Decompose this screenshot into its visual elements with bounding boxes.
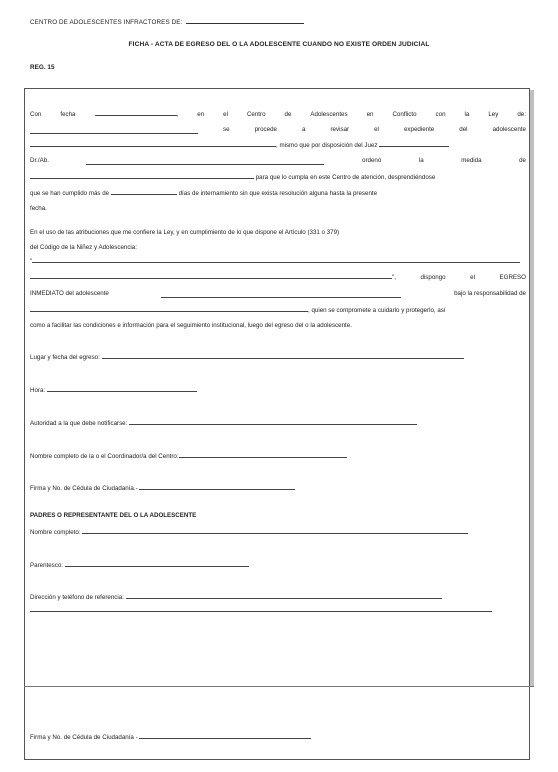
center-name-blank[interactable] bbox=[30, 127, 198, 134]
quote: ", bbox=[392, 274, 396, 281]
field-autoridad bbox=[30, 418, 526, 427]
word: revisar bbox=[330, 126, 350, 133]
reg-number: REG. 15 bbox=[30, 64, 55, 71]
released-adolescent-blank[interactable] bbox=[161, 291, 401, 298]
word: Con bbox=[30, 111, 42, 118]
nombre-input[interactable] bbox=[82, 527, 468, 534]
field-hora bbox=[30, 385, 526, 394]
p1-line-7 bbox=[30, 204, 526, 213]
word: adolescente bbox=[492, 126, 526, 133]
comma: , bbox=[176, 111, 179, 118]
word: la bbox=[464, 111, 470, 118]
p1-line-2 bbox=[30, 125, 526, 134]
field-label: Hora: bbox=[30, 387, 46, 394]
field-nombre bbox=[30, 527, 526, 536]
field-lugar bbox=[30, 352, 526, 361]
frame-shadow bbox=[530, 90, 534, 686]
form-title: FICHA - ACTA DE EGRESO DEL O LA ADOLESCENTE CUANDO NO EXISTE ORDEN JUDICIAL bbox=[128, 41, 430, 48]
field-label: Firma y No. de Cédula de Ciudadanía.- bbox=[30, 485, 138, 492]
quote: " bbox=[30, 258, 33, 265]
text: fecha. bbox=[30, 205, 47, 212]
word: del bbox=[459, 126, 468, 133]
word: dispongo bbox=[420, 274, 446, 281]
responsible-blank[interactable] bbox=[30, 305, 308, 312]
resolution-blank-1[interactable] bbox=[32, 256, 520, 263]
word: medida bbox=[461, 157, 482, 164]
p1-line-1 bbox=[30, 110, 526, 119]
p1-line-4 bbox=[30, 156, 526, 165]
direccion-extra-line bbox=[30, 605, 526, 614]
word: fecha bbox=[60, 111, 76, 118]
field-label: Parentesco: bbox=[30, 562, 64, 569]
direccion-input[interactable] bbox=[126, 592, 442, 599]
firma-1-input[interactable] bbox=[139, 483, 295, 490]
word: EGRESO bbox=[499, 274, 526, 281]
adolescent-name-blank[interactable] bbox=[30, 140, 276, 147]
p1-line-3 bbox=[30, 140, 526, 149]
field-nombre-coordinador bbox=[30, 451, 526, 460]
direccion-input-2[interactable] bbox=[30, 605, 492, 612]
text: días de internamiento sin que exista resolución alguna hasta la presente bbox=[178, 190, 378, 197]
word: de bbox=[284, 111, 292, 118]
firma-2-input[interactable] bbox=[139, 732, 311, 739]
text: que se han cumplido más de bbox=[30, 190, 110, 197]
word: Adolescentes bbox=[310, 111, 348, 118]
field-firma-2 bbox=[30, 732, 526, 741]
autoridad-input[interactable] bbox=[129, 418, 417, 425]
text: INMEDIATO del adolescente bbox=[30, 290, 109, 297]
word: Conflicto bbox=[392, 111, 417, 118]
word: ordenó bbox=[362, 157, 382, 164]
word: el bbox=[223, 111, 228, 118]
field-label: Dirección y teléfono de referencia: bbox=[30, 594, 124, 601]
word: expediente bbox=[403, 126, 435, 133]
text: para que lo cumpla en este Centro de atención, desprendiéndose bbox=[255, 174, 436, 181]
judge-blank[interactable] bbox=[379, 140, 449, 147]
text: bajo la responsabilidad de bbox=[454, 290, 526, 297]
field-label: Autoridad a la que debe notificarse: bbox=[30, 420, 128, 427]
measure-blank[interactable] bbox=[30, 172, 254, 179]
text: , mismo que por disposición del Juez bbox=[276, 142, 378, 149]
word: de bbox=[519, 157, 526, 164]
word: de: bbox=[517, 111, 526, 118]
p2-line-6 bbox=[30, 305, 526, 314]
word: a bbox=[302, 126, 306, 133]
p1-line-6 bbox=[30, 188, 526, 197]
p2-line-1 bbox=[30, 228, 526, 237]
p1-line-5 bbox=[30, 172, 526, 181]
padres-heading: PADRES O REPRESENTANTE DEL O LA ADOLESCENTE bbox=[30, 512, 197, 519]
text: En el uso de las atribuciones que me confiere la Ley, y en cumplimiento de lo que dispone el Artículo (331 o 379) bbox=[30, 229, 340, 236]
p2-line-2 bbox=[30, 243, 526, 252]
word: en bbox=[366, 111, 374, 118]
date-blank[interactable] bbox=[95, 109, 177, 116]
word: el bbox=[374, 126, 379, 133]
p2-line-5 bbox=[30, 289, 526, 298]
frame-divider bbox=[24, 686, 534, 687]
text: del Código de la Niñez y Adolescencia: bbox=[30, 244, 137, 251]
word: Centro bbox=[246, 111, 266, 118]
word: procede bbox=[254, 126, 277, 133]
word: Ley bbox=[488, 111, 499, 118]
word: la bbox=[418, 157, 424, 164]
word: con bbox=[435, 111, 446, 118]
center-header bbox=[30, 17, 304, 26]
days-blank[interactable] bbox=[111, 188, 177, 195]
resolution-blank-2[interactable] bbox=[30, 272, 392, 279]
p2-line-3 bbox=[30, 256, 526, 265]
text: , quien se compromete a cuidarlo y protegerlo, así bbox=[308, 307, 446, 314]
field-label: Nombre completo: bbox=[30, 529, 81, 536]
hora-input[interactable] bbox=[47, 385, 197, 392]
field-direccion bbox=[30, 592, 526, 601]
center-blank[interactable] bbox=[186, 17, 304, 24]
center-label: CENTRO DE ADOLESCENTES INFRACTORES DE: bbox=[30, 19, 183, 26]
field-label: Nombre completo de la o el Coordinador/a del Centro: bbox=[30, 453, 179, 460]
word: se bbox=[223, 126, 230, 133]
word: en bbox=[197, 111, 205, 118]
word: Dr./Ab. bbox=[30, 157, 49, 164]
coordinador-input[interactable] bbox=[179, 451, 347, 458]
field-firma-1 bbox=[30, 483, 526, 492]
text: como a facilitar las condiciones e información para el seguimiento institucional, luego del egreso del o la adolescente. bbox=[30, 322, 352, 329]
p2-line-4 bbox=[30, 273, 526, 282]
field-parentesco bbox=[30, 560, 526, 569]
lugar-input[interactable] bbox=[102, 352, 464, 359]
doctor-blank[interactable] bbox=[86, 158, 324, 165]
parentesco-input[interactable] bbox=[65, 560, 249, 567]
field-label: Lugar y fecha del egreso: bbox=[30, 354, 100, 361]
p2-line-7 bbox=[30, 321, 526, 330]
field-label: Firma y No. de Cédula de Ciudadanía - bbox=[30, 734, 138, 741]
word: el bbox=[470, 274, 475, 281]
